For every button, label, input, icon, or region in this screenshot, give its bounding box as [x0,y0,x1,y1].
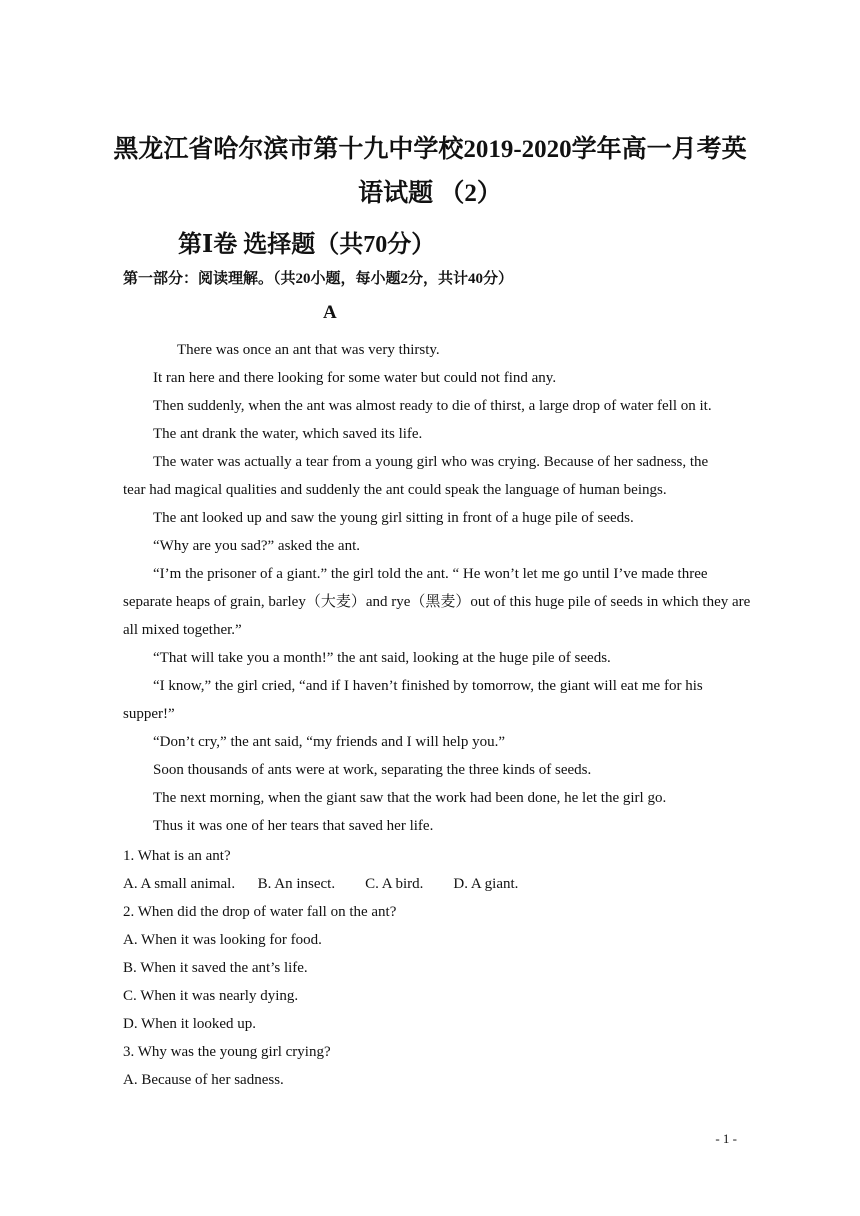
passage-line: “Don’t cry,” the ant said, “my friends and I will help you.” [153,734,505,750]
passage-line: “Why are you sad?” asked the ant. [153,538,360,554]
passage-line: The water was actually a tear from a young girl who was crying. Because of her sadness, the [153,454,709,470]
section-title: 第Ⅰ卷 选择题（共70分） [178,232,436,258]
question-option: D. When it looked up. [123,1016,257,1032]
question-stem: 2. When did the drop of water fall on the ant? [123,904,397,920]
part-heading: 第一部分：阅读理解。（共20小题，每小题2分，共计40分） [123,271,514,287]
passage-line: The next morning, when the giant saw that the work had been done, he let the girl go. [153,790,667,806]
passage-line: “I know,” the girl cried, “and if I haven’t finished by tomorrow, the giant will eat me for his [153,678,703,694]
passage-line: It ran here and there looking for some water but could not find any. [153,370,557,386]
question-options: A. A small animal. B. An insect. C. A bird. D. A giant. [123,876,519,892]
passage-label: A [323,302,337,323]
passage-line: The ant looked up and saw the young girl sitting in front of a huge pile of seeds. [153,510,634,526]
passage-line: Then suddenly, when the ant was almost ready to die of thirst, a large drop of water fell on it. [153,398,712,414]
question-stem: 3. Why was the young girl crying? [123,1044,331,1060]
passage-line: There was once an ant that was very thirsty. [177,342,440,358]
passage-line: Soon thousands of ants were at work, separating the three kinds of seeds. [153,762,592,778]
passage-line: supper!” [123,706,175,722]
passage-line: Thus it was one of her tears that saved her life. [153,818,434,834]
passage-line: “That will take you a month!” the ant said, looking at the huge pile of seeds. [153,650,611,666]
question-option: A. Because of her sadness. [123,1072,284,1088]
page-number: - 1 - [715,1131,737,1146]
passage-line: “I’m the prisoner of a giant.” the girl told the ant. “ He won’t let me go until I’ve made three [153,566,708,582]
passage-line: The ant drank the water, which saved its life. [153,426,423,442]
passage-line: separate heaps of grain, barley（大麦）and rye（黑麦）out of this huge pile of seeds in which they are [123,594,751,610]
question-option: B. When it saved the ant’s life. [123,960,308,976]
passage-line: all mixed together.” [123,622,242,638]
question-option: A. When it was looking for food. [123,932,322,948]
document-title-line-1: 黑龙江省哈尔滨市第十九中学校2019-2020学年高一月考英 [113,136,747,163]
document-title-line-2: 语试题 （2） [358,180,502,207]
question-stem: 1. What is an ant? [123,848,231,864]
passage-line: tear had magical qualities and suddenly the ant could speak the language of human beings. [123,482,667,498]
question-option: C. When it was nearly dying. [123,988,299,1004]
